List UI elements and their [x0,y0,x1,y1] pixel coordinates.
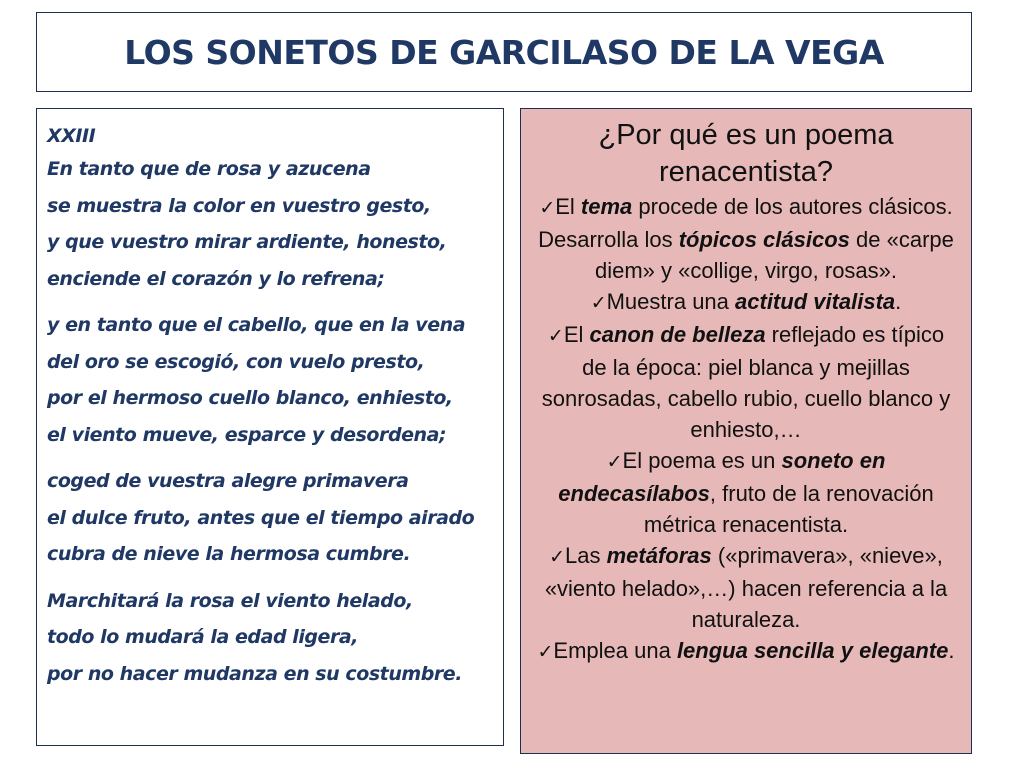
item-text: El [555,194,581,219]
item-text: Emplea una [553,638,677,663]
analysis-item-tema [535,191,957,286]
item-emphasis: tópicos clásicos [678,227,850,252]
analysis-box [520,108,972,754]
poem-line: por el hermoso cuello blanco, enhiesto, [47,387,453,409]
item-text: procede de los autores clásicos. Desarrolla los [538,194,953,252]
item-emphasis: metáforas [606,543,712,568]
analysis-item-metaforas [535,540,957,635]
page-title: LOS SONETOS DE GARCILASO DE LA VEGA [124,32,884,72]
analysis-question: ¿Por qué es un poema renacentista? [598,119,894,188]
poem-line: coged de vuestra alegre primavera [47,470,409,492]
poem-line: del oro se escogió, con vuelo presto, [47,350,425,373]
item-text: El poema es un [622,448,782,473]
poem-line: Marchitará la rosa el viento helado, [47,589,413,612]
check-icon: ✓ [549,546,566,568]
stanza-4 [47,583,503,693]
analysis-list [535,191,957,668]
item-text: El [563,322,590,347]
item-text: de «carpe diem» y «collige, virgo, rosas». [594,227,954,283]
item-text: Las [565,543,607,568]
item-emphasis: soneto en endecasílabos [558,448,886,506]
stanza-2 [47,307,503,453]
analysis-item-actitud [535,286,957,319]
analysis-item-soneto [535,445,957,540]
check-icon: ✓ [547,325,564,347]
title-box [36,12,972,92]
poem-line: En tanto que de rosa y azucena [47,158,371,180]
analysis-item-canon [535,319,957,445]
stanza-1 [47,151,503,297]
item-text: . [895,289,902,314]
poem-line: se muestra la color en vuestro gesto, [47,194,431,217]
item-text: . [948,638,955,663]
item-emphasis: actitud vitalista [735,289,896,314]
item-text: , fruto de la renovación métrica renacentista. [643,481,934,537]
poem-line: el dulce fruto, antes que el tiempo airado [47,506,475,529]
check-icon: ✓ [590,292,607,314]
item-text: reflejado es típico de la época: piel blanca y mejillas sonrosadas, cabello rubio, cuello blanco y enhiesto,… [541,322,951,442]
item-emphasis: lengua sencilla y elegante [676,638,949,663]
item-text: Muestra una [606,289,736,314]
stanza-3 [47,463,503,573]
item-text: («primavera», «nieve», «viento helado»,…) hacen referencia a la naturaleza. [544,543,948,632]
poem-line: por no hacer mudanza en su costumbre. [47,662,463,685]
check-icon: ✓ [539,197,556,219]
poem-line: el viento mueve, esparce y desordena; [47,423,447,446]
poem-line: todo lo mudará la edad ligera, [47,626,359,648]
sonnet-number: XXIII [47,125,96,147]
check-icon: ✓ [537,641,554,663]
poem-line: y en tanto que el cabello, que en la vena [47,314,466,336]
poem-line: enciende el corazón y lo refrena; [47,267,385,290]
check-icon: ✓ [606,451,623,473]
analysis-item-lengua [535,635,957,668]
poem-line: y que vuestro mirar ardiente, honesto, [47,231,447,253]
poem-box [36,108,504,746]
item-emphasis: canon de belleza [589,322,766,347]
poem-line: cubra de nieve la hermosa cumbre. [47,543,411,565]
item-emphasis: tema [580,194,633,219]
